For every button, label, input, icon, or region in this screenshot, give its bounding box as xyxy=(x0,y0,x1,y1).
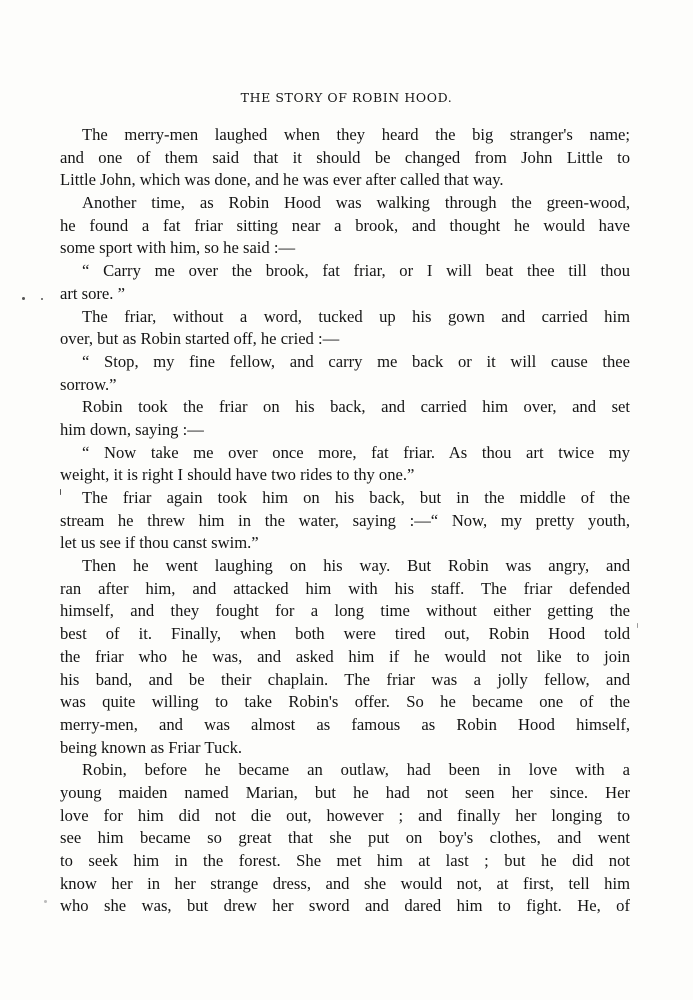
text-line: being known as Friar Tuck. xyxy=(60,737,243,757)
text-line: art sore. ” xyxy=(60,283,125,303)
text-line: who she was, but drew her sword and dared him to fight. He, of xyxy=(60,896,630,916)
text-line: “ Stop, my fine fellow, and carry me back or it will cause thee xyxy=(82,351,630,371)
running-head: THE STORY OF ROBIN HOOD. xyxy=(240,90,453,105)
text-line: love for him did not die out, however ; and finally her longing to xyxy=(60,805,630,825)
ink-speck xyxy=(637,623,638,628)
ink-speck xyxy=(22,297,25,300)
text-line: himself, and they fought for a long time without either getting the xyxy=(60,601,630,621)
text-line: and one of them said that it should be changed from John Little to xyxy=(60,147,630,167)
text-line: over, but as Robin started off, he cried :— xyxy=(60,329,340,349)
body-text xyxy=(60,124,630,918)
text-line: he found a fat friar sitting near a brook, and thought he would have xyxy=(60,215,630,235)
text-line: Robin took the friar on his back, and carried him over, and set xyxy=(82,397,630,417)
text-line: The merry-men laughed when they heard the big stranger's name; xyxy=(82,125,630,144)
ink-speck xyxy=(41,298,43,300)
text-line: sorrow.” xyxy=(60,374,117,394)
text-line: stream he threw him in the water, saying :—“ Now, my pretty youth, xyxy=(60,510,630,530)
text-line: Robin, before he became an outlaw, had been in love with a xyxy=(82,760,630,780)
text-line: “ Now take me over once more, fat friar. As thou art twice my xyxy=(82,442,630,462)
text-line: was quite willing to take Robin's offer. So he became one of the xyxy=(60,692,630,712)
text-line: let us see if thou canst swim.” xyxy=(60,533,259,553)
ink-speck xyxy=(60,489,61,495)
text-line: his band, and be their chaplain. The friar was a jolly fellow, and xyxy=(60,669,630,689)
text-line: know her in her strange dress, and she would not, at first, tell him xyxy=(60,873,630,893)
text-line: ran after him, and attacked him with his staff. The friar defended xyxy=(60,578,630,598)
text-line: merry-men, and was almost as famous as Robin Hood himself, xyxy=(60,714,630,734)
text-line: to seek him in the forest. She met him at last ; but he did not xyxy=(60,851,630,870)
text-line: The friar, without a word, tucked up his gown and carried him xyxy=(82,306,630,326)
text-line: him down, saying :— xyxy=(60,419,204,439)
text-line: best of it. Finally, when both were tired out, Robin Hood told xyxy=(60,624,630,644)
text-line: Little John, which was done, and he was ever after called that way. xyxy=(60,170,504,190)
text-line: see him became so great that she put on boy's clothes, and went xyxy=(60,828,630,848)
text-line: young maiden named Marian, but he had not seen her since. Her xyxy=(60,782,630,802)
ink-speck xyxy=(44,900,47,903)
text-line: some sport with him, so he said :— xyxy=(60,238,296,258)
text-line: Another time, as Robin Hood was walking through the green-wood, xyxy=(82,193,630,213)
text-line: weight, it is right I should have two rides to thy one.” xyxy=(60,465,415,485)
text-line: The friar again took him on his back, but in the middle of the xyxy=(82,488,630,507)
text-line: “ Carry me over the brook, fat friar, or I will beat thee till thou xyxy=(82,261,630,281)
text-line: Then he went laughing on his way. But Robin was angry, and xyxy=(82,556,630,576)
text-line: the friar who he was, and asked him if he would not like to join xyxy=(60,646,630,666)
